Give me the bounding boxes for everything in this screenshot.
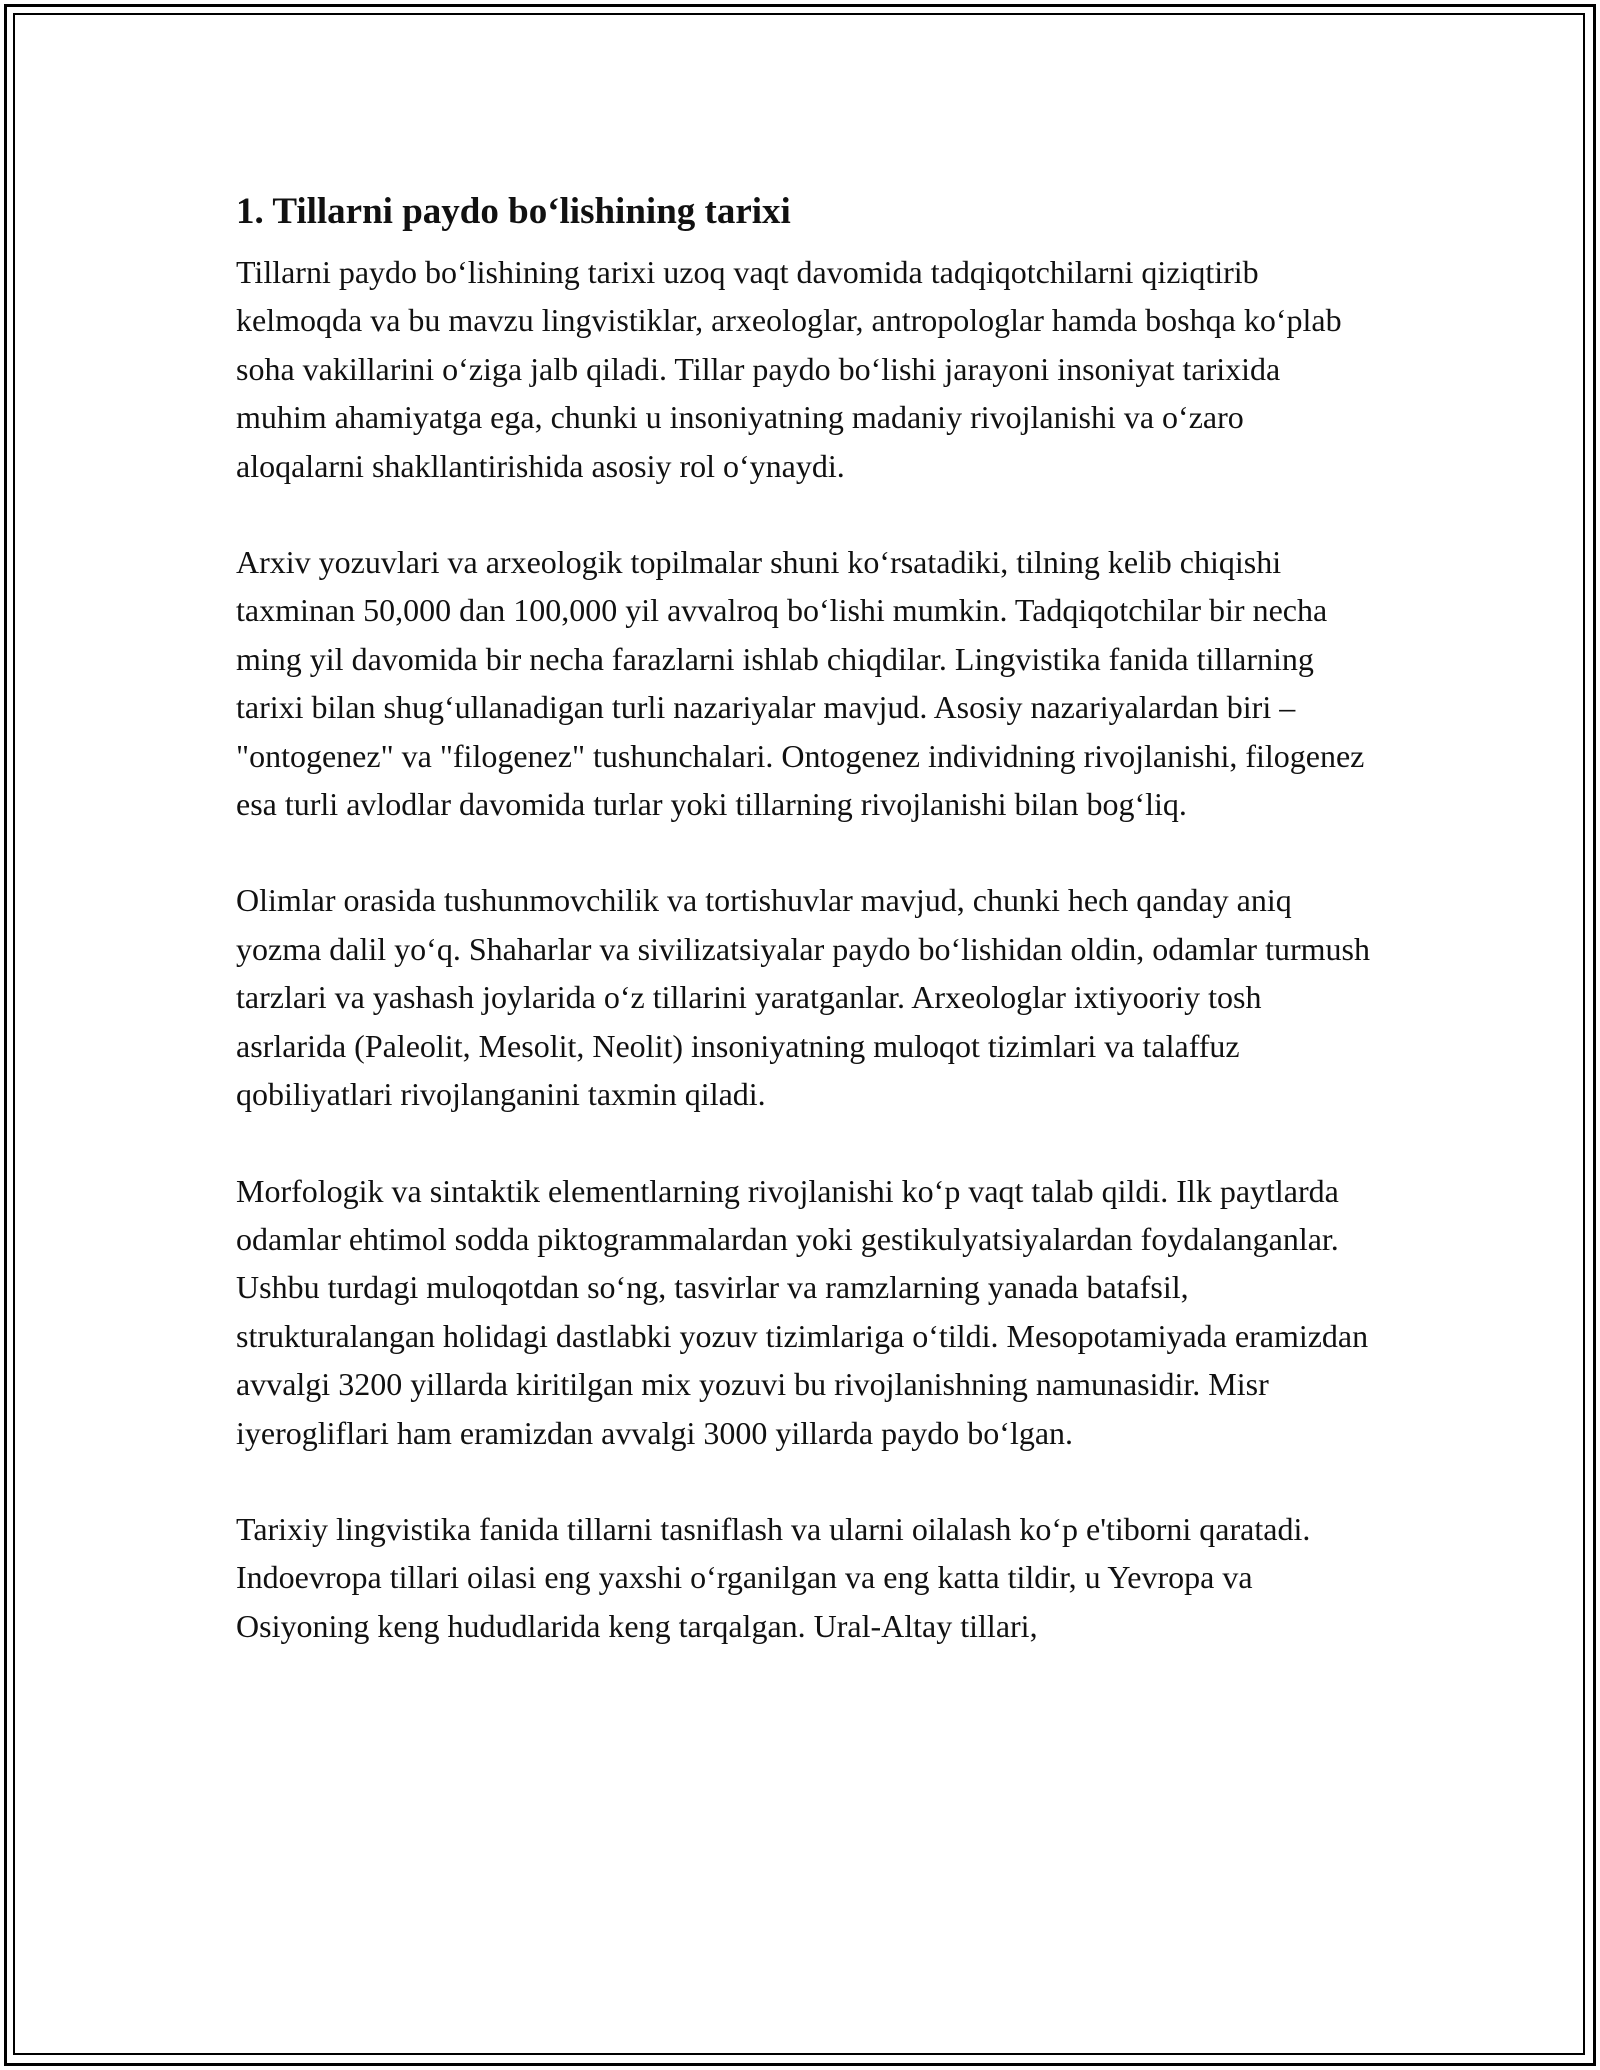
paragraph-2: Arxiv yozuvlari va arxeologik topilmalar shuni ko‘rsatadiki, tilning kelib chiqishi taxminan 50,000 dan 100,000 yil avvalroq bo‘lishi mumkin. Tadqiqotchilar bir necha ming yil davomida bir necha farazlarni ishlab chiqdilar. Lingvistika fanida tillarning tarixi bilan shug‘ullanadigan turli nazariyalar mavjud. Asosiy nazariyalardan biri – "ontogenez" va "filogenez" tushunchalari. Ontogenez individning rivojlanishi, filogenez esa turli avlodlar davomida turlar yoki tillarning rivojlanishi bilan bog‘liq.: [236, 544, 1365, 823]
paragraph-3: Olimlar orasida tushunmovchilik va tortishuvlar mavjud, chunki hech qanday aniq yozma dalil yo‘q. Shaharlar va sivilizatsiyalar paydo bo‘lishidan oldin, odamlar turmush tarzlari va yashash joylarida o‘z tillarini yaratganlar. Arxeologlar ixtiyooriy tosh asrlarida (Paleolit, Mesolit, Neolit) insoniyatning muloqot tizimlari va talaffuz qobiliyatlari rivojlanganini taxmin qiladi.: [236, 882, 1370, 1113]
paragraph-5: Tarixiy lingvistika fanida tillarni tasniflash va ularni oilalash ko‘p e'tiborni qaratadi. Indoevropa tillari oilasi eng yaxshi o‘rganilgan va eng katta tildir, u Yevropa va Osiyoning keng hududlarida keng tarqalgan. Ural-Altay tillari,: [236, 1510, 1311, 1644]
paragraph-1: Tillarni paydo bo‘lishining tarixi uzoq vaqt davomida tadqiqotchilarni qiziqtirib kelmoqda va bu mavzu lingvistiklar, arxeologlar, antropologlar hamda boshqa ko‘plab soha vakillarini o‘ziga jalb qiladi. Tillar paydo bo‘lishi jarayoni insoniyat tarixida muhim ahamiyatga ega, chunki u insoniyatning madaniy rivojlanishi va o‘zaro aloqalarni shakllantirishida asosiy rol o‘ynaydi.: [236, 254, 1342, 484]
section-heading: 1. Tillarni paydo bo‘lishining tarixi: [236, 191, 791, 232]
paragraph-4: Morfologik va sintaktik elementlarning rivojlanishi ko‘p vaqt talab qildi. Ilk paytlarda odamlar ehtimol sodda piktogrammalardan yoki gestikulyatsiyalardan foydalanganlar. Ushbu turdagi muloqotdan so‘ng, tasvirlar va ramzlarning yanada batafsil, strukturalangan holidagi dastlabki yozuv tizimlariga o‘tildi. Mesopotamiyada eramizdan avvalgi 3200 yillarda kiritilgan mix yozuvi bu rivojlanishning namunasidir. Misr iyerogliflari ham eramizdan avvalgi 3000 yillarda paydo bo‘lgan.: [236, 1172, 1369, 1451]
document-body: [236, 182, 1376, 1698]
